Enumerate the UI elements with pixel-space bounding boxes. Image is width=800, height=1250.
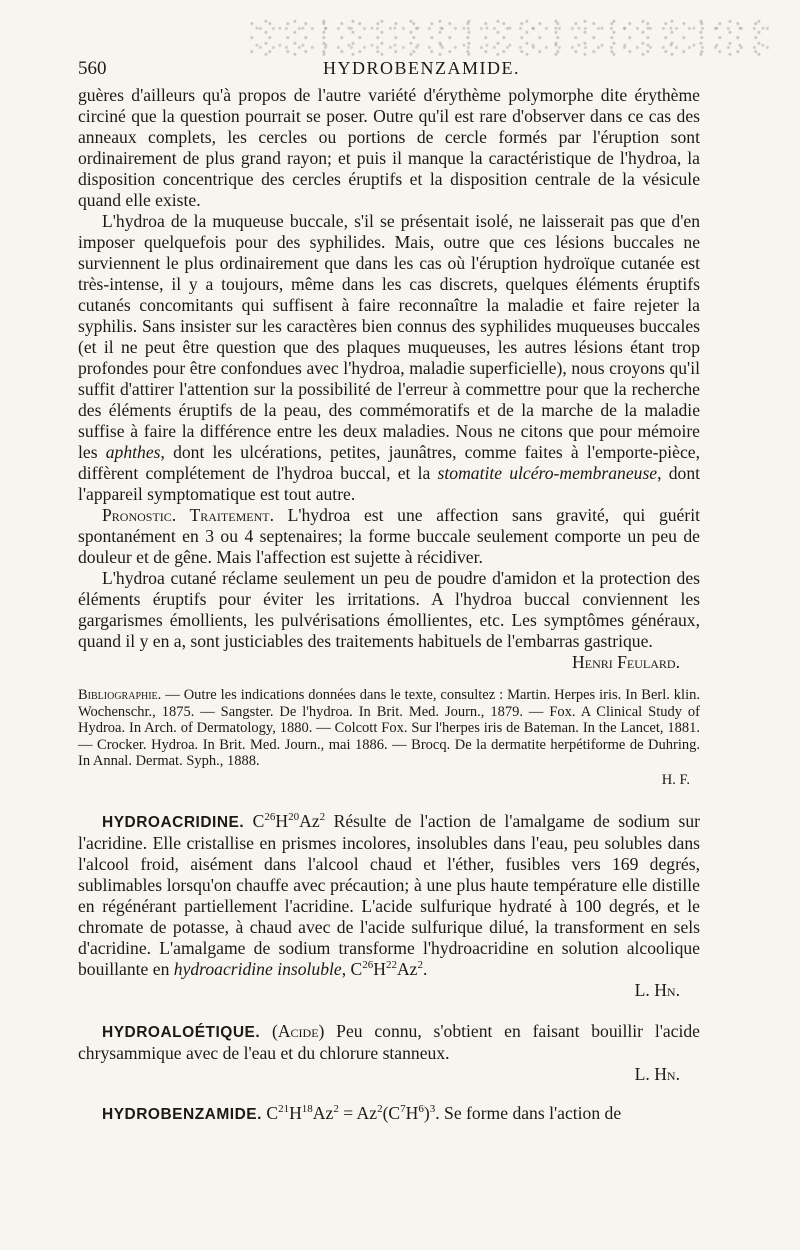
headword-hydrobenzamide: HYDROBENZAMIDE. — [102, 1105, 262, 1123]
entry-hydroacridine — [78, 811, 700, 980]
paragraph-traitement: L'hydroa cutané réclame seulement un peu de poudre d'amidon et la protection des éléments éruptifs pour éviter les irritations. A l'hydroa buccal conviennent les gargarismes émollients, les pulvérisations émollientes, etc. Les symptômes généraux, quand il y en a, sont justiciables des traitements habituels de l'embarras gastrique. — [78, 568, 700, 651]
formula-symbol: H — [373, 958, 386, 979]
formula-symbol: H — [289, 1102, 302, 1123]
text-segment: , dont les ulcérations, petites, jaunâtres, comme faites à l'emporte-pièce, diffèrent complétement de l'hydroa buccal, et la — [78, 442, 700, 483]
formula-symbol: Az — [299, 810, 320, 831]
formula-subscript: 7 — [400, 1102, 406, 1115]
formula-symbol: (C — [382, 1102, 401, 1123]
page-number: 560 — [78, 58, 107, 79]
entry-hydrobenzamide — [78, 1103, 700, 1125]
formula-subscript: 20 — [288, 810, 300, 823]
formula-subscript: 6 — [418, 1102, 424, 1115]
bibliography-lead: Bibliographie. — [78, 687, 162, 703]
page-header — [78, 58, 700, 79]
formula-subscript: 3 — [429, 1102, 436, 1115]
author-signature: Henri Feulard. — [572, 652, 680, 672]
formula-symbol: ) — [423, 1102, 430, 1123]
text-segment: L'hydroa est une affection sans gravité, qui guérit spontanément en 3 ou 4 septenaires; la forme buccale seulement comporte un peu de douleur et de gêne. Mais l'affection est sujette à récidiver. — [78, 505, 700, 567]
formula-symbol: H — [405, 1102, 419, 1123]
formula-subscript: 26 — [264, 810, 276, 823]
formula-symbol: = Az — [338, 1102, 378, 1123]
text-segment: , dont l'appareil symptomatique est tout autre. — [78, 463, 701, 504]
paragraph-muqueuse-buccale — [78, 211, 700, 505]
formula-subscript: 2 — [417, 958, 423, 971]
formula-subscript: 18 — [301, 1102, 313, 1115]
scan-noise — [250, 18, 770, 58]
text-segment: , C — [341, 958, 363, 979]
signature-hydroacridine: L. Hn. — [634, 979, 680, 1000]
formula-symbol: H — [275, 810, 289, 831]
formula-subscript: 21 — [278, 1102, 290, 1115]
text-segment: . — [422, 958, 428, 979]
entry-hydroaloetique — [78, 1021, 700, 1064]
term-stomatite: stomatite ulcéro-membraneuse — [437, 463, 658, 483]
paragraph-erytheme: guères d'ailleurs qu'à propos de l'autre variété d'érythème polymorphe dite érythème circiné que la question pourrait se poser. Outre qu'il est rare d'observer dans ce cas des anneaux complets, les cercles ou portions de cercle formés par l'éruption sont ordinairement de plus grand rayon; et puis il manque la caractéristique de l'hydroa, la disposition concentrique des cercles éruptifs et la disposition centrale de la vésicule quand elle existe. — [78, 85, 700, 210]
formula-subscript: 2 — [333, 1102, 339, 1115]
formula-subscript: 2 — [377, 1102, 383, 1115]
formula-subscript: 22 — [385, 958, 397, 971]
formula-symbol: C — [252, 810, 265, 831]
formula-subscript: 2 — [319, 810, 326, 823]
qualifier-acide: (Acide) — [271, 1020, 325, 1041]
headword-hydroaloetique: HYDROALOÉTIQUE. — [102, 1023, 261, 1041]
bibliography — [78, 687, 700, 770]
headword-hydroacridine: HYDROACRIDINE. — [102, 813, 245, 831]
formula-symbol: C — [266, 1102, 279, 1123]
formula-symbol: Az — [312, 1102, 334, 1123]
text-segment: L'hydroa de la muqueuse buccale, s'il se présentait isolé, ne laisserait pas que d'en imposer quelquefois pour des syphilides. Mais, outre que ces lésions buccales ne surviennent le plus ordinairement que dans les cas où l'éruption hydroïque cutanée est très-intense, il y a toujours, même dans les cas discrets, quelques éléments éruptifs cutanés concomitants qui suffisent à faire reconnaître la maladie et faire rejeter la syphilis. Sans insister sur les caractères bien connus des syphilides muqueuses buccales (et il ne peut être question que des plaques muqueuses, les autres lésions étant trop profondes pour être confondues avec l'hydroa, maladie superficielle), nous croyons qu'il suffit d'attirer l'attention sur la possibilité de l'erreur à commettre pour que la recherche des éléments éruptifs de la peau, des commémoratifs et de la marche de la maladie suffise à faire la différence entre les deux maladies. Nous ne citons que pour mémoire les — [78, 211, 700, 462]
text-segment: . Se forme dans l'action de — [435, 1102, 622, 1123]
running-head: HYDROBENZAMIDE. — [323, 58, 520, 78]
formula-hydroacridine — [253, 811, 325, 831]
term-aphthes: aphthes — [105, 442, 161, 462]
signature-hydroaloetique: L. Hn. — [634, 1063, 680, 1084]
formula-hydrobenzamide — [266, 1103, 435, 1123]
text-segment: Peu connu, s'obtient en faisant bouillir l'acide chrysammique avec de l'eau et du chlorure stanneux. — [78, 1020, 700, 1063]
text-segment: Résulte de l'action de l'amalgame de sodium sur l'acridine. Elle cristallise en prismes incolores, insolubles dans l'eau, peu solubles dans l'alcool froid, aisément dans l'alcool chaud et l'éther, fusibles vers 169 degrés, sublimables lorsqu'on chauffe avec précaution; à une plus haute température elle distille en régénérant partiellement l'acridine. L'acide sulfurique hydraté à 100 degrés, et le chromate de potasse, à chaud avec de l'acide sulfurique dilué, la transforment en sels d'acridine. L'amalgame de sodium transforme l'hydroacridine en solution alcoolique bouillante en — [78, 810, 700, 979]
section-lead-pronostic: Pronostic. Traitement. — [102, 505, 274, 525]
paragraph-pronostic — [78, 505, 700, 568]
bibliography-signature: H. F. — [661, 771, 690, 788]
term-hydroacridine-insoluble: hydroacridine insoluble — [173, 958, 342, 979]
formula-subscript: 26 — [362, 958, 374, 971]
document-page — [78, 58, 700, 1125]
bibliography-text: — Outre les indications données dans le texte, consultez : Martin. Herpes iris. In Berl. klin. Wochenschr., 1875. — Sangster. De l'hydroa. In Brit. Med. Journ., 1879. — Fox. A Clinical Study of Hydroa. In Arch. of Dermatology, 1880. — Colcott Fox. Sur l'herpes iris de Bateman. In the Lancet, 1881. — Crocker. Hydroa. In Brit. Med. Journ., mai 1886. — Brocq. De la dermatite herpétiforme de Duhring. In Annal. Dermat. Syph., 1888. — [78, 687, 700, 769]
formula-symbol: Az — [396, 958, 418, 979]
